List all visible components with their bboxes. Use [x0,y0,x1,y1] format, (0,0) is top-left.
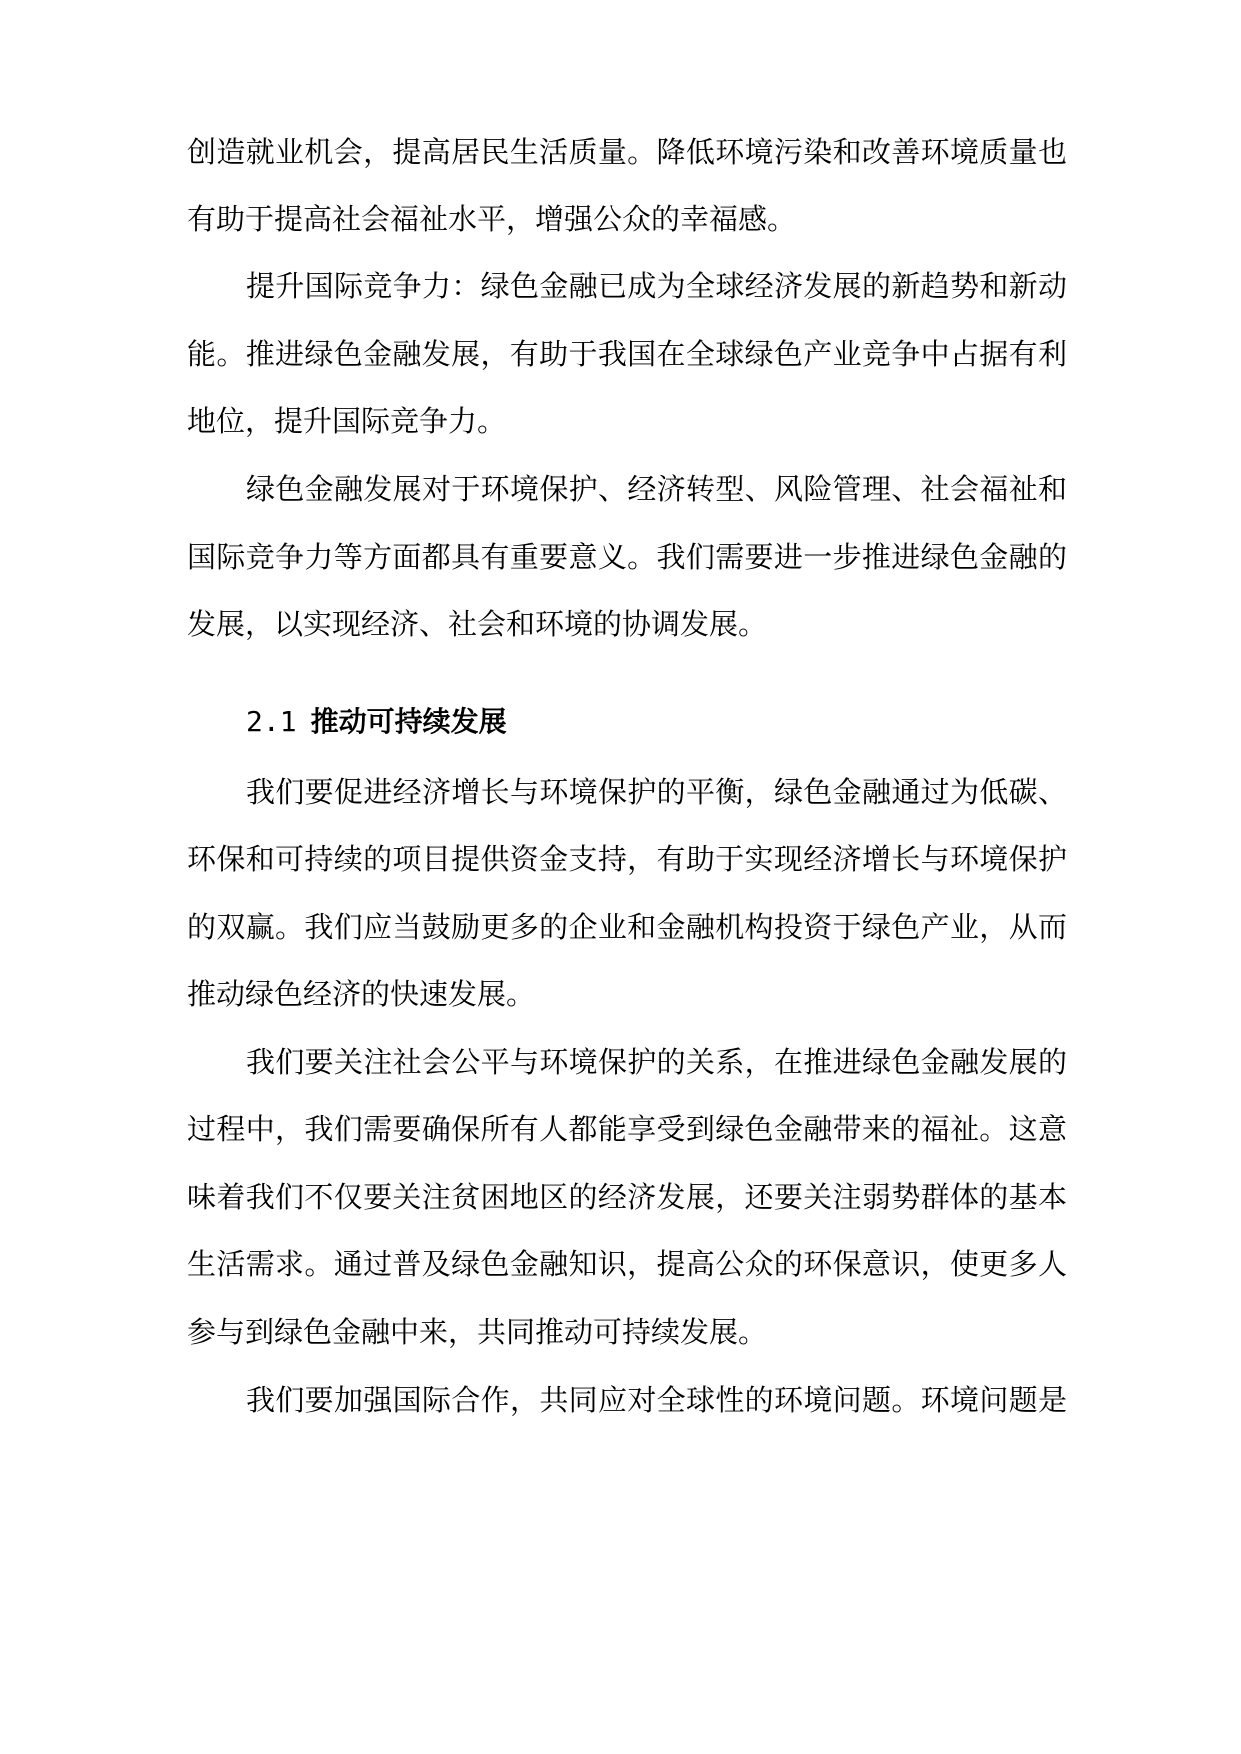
paragraph-4-line-3: 的双赢。我们应当鼓励更多的企业和金融机构投资于绿色产业，从而 [187,910,1067,944]
paragraph-1-line-2: 有助于提高社会福祉水平，增强公众的幸福感。 [187,202,797,236]
section-number: 2.1 [246,705,297,738]
paragraph-4-line-4: 推动绿色经济的快速发展。 [187,977,536,1011]
paragraph-2-line-3: 地位，提升国际竞争力。 [187,404,507,438]
paragraph-4-line-1: 我们要促进经济增长与环境保护的平衡，绿色金融通过为低碳、 [246,775,1067,809]
section-title: 推动可持续发展 [310,705,507,738]
paragraph-5-line-1: 我们要关注社会公平与环境保护的关系，在推进绿色金融发展的 [246,1045,1067,1079]
paragraph-3-line-3: 发展，以实现经济、社会和环境的协调发展。 [187,607,768,641]
paragraph-2-line-1: 提升国际竞争力：绿色金融已成为全球经济发展的新趋势和新动 [246,269,1067,303]
paragraph-5-line-4: 生活需求。通过普及绿色金融知识，提高公众的环保意识，使更多人 [187,1247,1067,1281]
paragraph-5-line-5: 参与到绿色金融中来，共同推动可持续发展。 [187,1315,768,1349]
paragraph-6-line-1: 我们要加强国际合作，共同应对全球性的环境问题。环境问题是 [246,1383,1067,1417]
paragraph-2-line-2: 能。推进绿色金融发展，有助于我国在全球绿色产业竞争中占据有利 [187,337,1067,371]
paragraph-1-line-1: 创造就业机会，提高居民生活质量。降低环境污染和改善环境质量也 [187,135,1067,169]
paragraph-4-line-2: 环保和可持续的项目提供资金支持，有助于实现经济增长与环境保护 [187,842,1067,876]
paragraph-3-line-1: 绿色金融发展对于环境保护、经济转型、风险管理、社会福祉和 [246,472,1067,506]
section-heading [246,702,507,742]
paragraph-5-line-2: 过程中，我们需要确保所有人都能享受到绿色金融带来的福祉。这意 [187,1112,1067,1146]
paragraph-3-line-2: 国际竞争力等方面都具有重要意义。我们需要进一步推进绿色金融的 [187,540,1067,574]
paragraph-5-line-3: 味着我们不仅要关注贫困地区的经济发展，还要关注弱势群体的基本 [187,1180,1067,1214]
